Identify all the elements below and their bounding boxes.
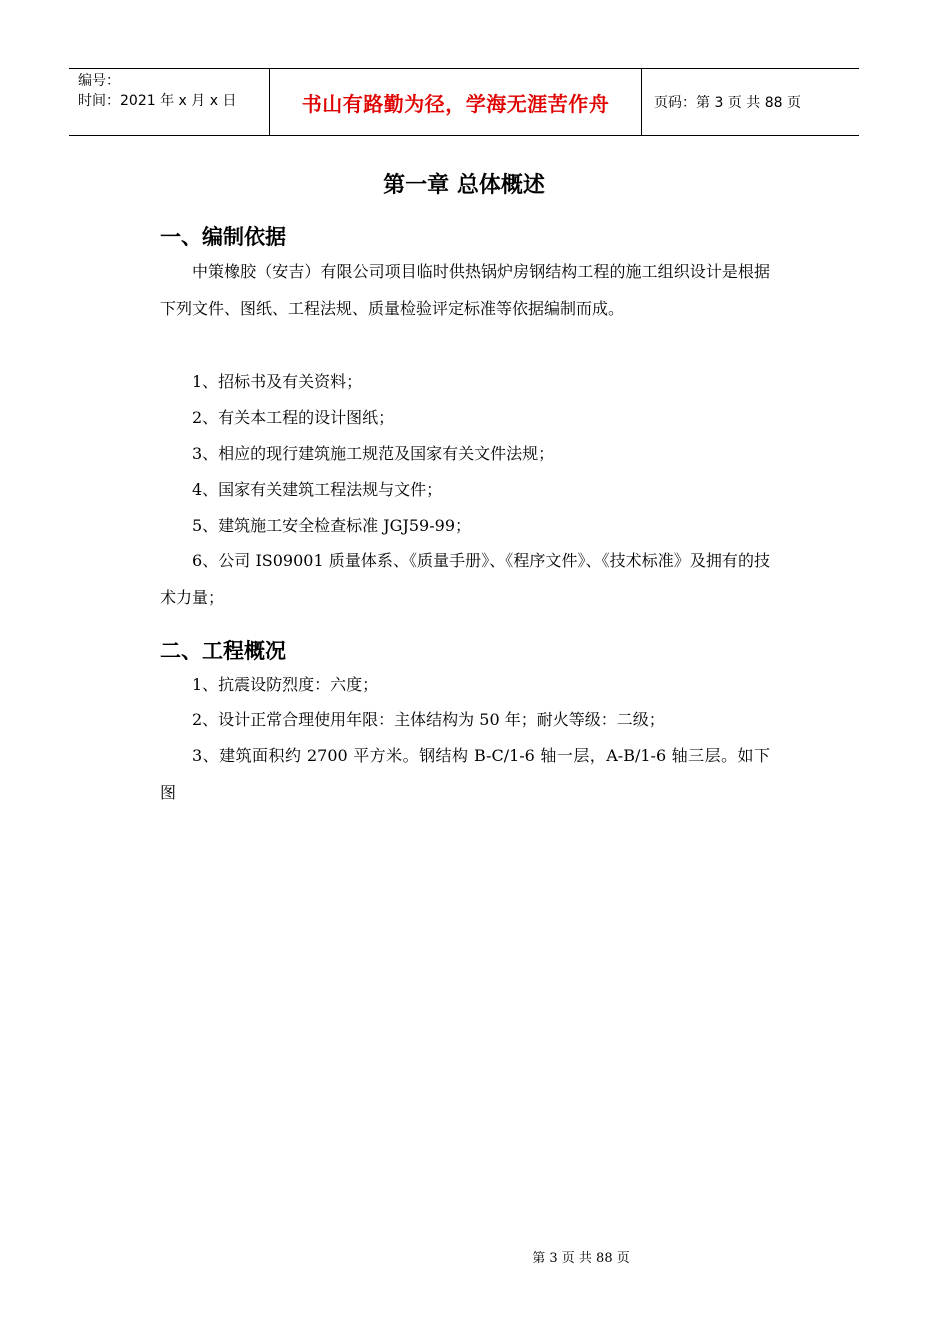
- basis-intro-paragraph: 中策橡胶（安吉）有限公司项目临时供热锅炉房钢结构工程的施工组织设计是根据下列文件、图纸、工程法规、质量检验评定标准等依据编制而成。: [160, 262, 770, 318]
- basis-item-4: 4、国家有关建筑工程法规与文件；: [192, 480, 443, 499]
- overview-item-1: 1、抗震设防烈度：六度；: [192, 675, 379, 694]
- basis-item-6: 6、公司 IS09001 质量体系、《质量手册》、《程序文件》、《技术标准》及拥有的技术力量；: [160, 551, 770, 607]
- chapter-title: 第一章 总体概述: [383, 173, 545, 198]
- serial-label: 编号：: [78, 73, 120, 89]
- overview-item-3: 3、建筑面积约 2700 平方米。钢结构 B-C/1-6 轴一层，A-B/1-6 轴三层。如下图: [160, 746, 770, 802]
- page-footer: 第 3 页 共 88 页: [532, 1251, 630, 1266]
- time-label: 时间：2021 年 x 月 x 日: [78, 93, 237, 109]
- basis-item-3: 3、相应的现行建筑施工规范及国家有关文件法规；: [192, 444, 555, 463]
- basis-item-2: 2、有关本工程的设计图纸；: [192, 408, 395, 427]
- header-page-info: [642, 69, 859, 135]
- page-info-text: 页码：第 3 页 共 88 页: [654, 95, 801, 111]
- page-header: [69, 68, 859, 136]
- basis-item-5: 5、建筑施工安全检查标准 JGJ59-99；: [192, 516, 472, 535]
- section-heading-basis: 一、编制依据: [160, 225, 286, 249]
- overview-item-2: 2、设计正常合理使用年限：主体结构为 50 年；耐火等级：二级；: [192, 710, 665, 729]
- section-heading-overview: 二、工程概况: [160, 639, 286, 663]
- basis-item-1: 1、招标书及有关资料；: [192, 372, 363, 391]
- header-motto: [270, 69, 642, 135]
- header-meta: [69, 69, 270, 135]
- motto-text: 书山有路勤为径，学海无涯苦作舟: [301, 91, 610, 116]
